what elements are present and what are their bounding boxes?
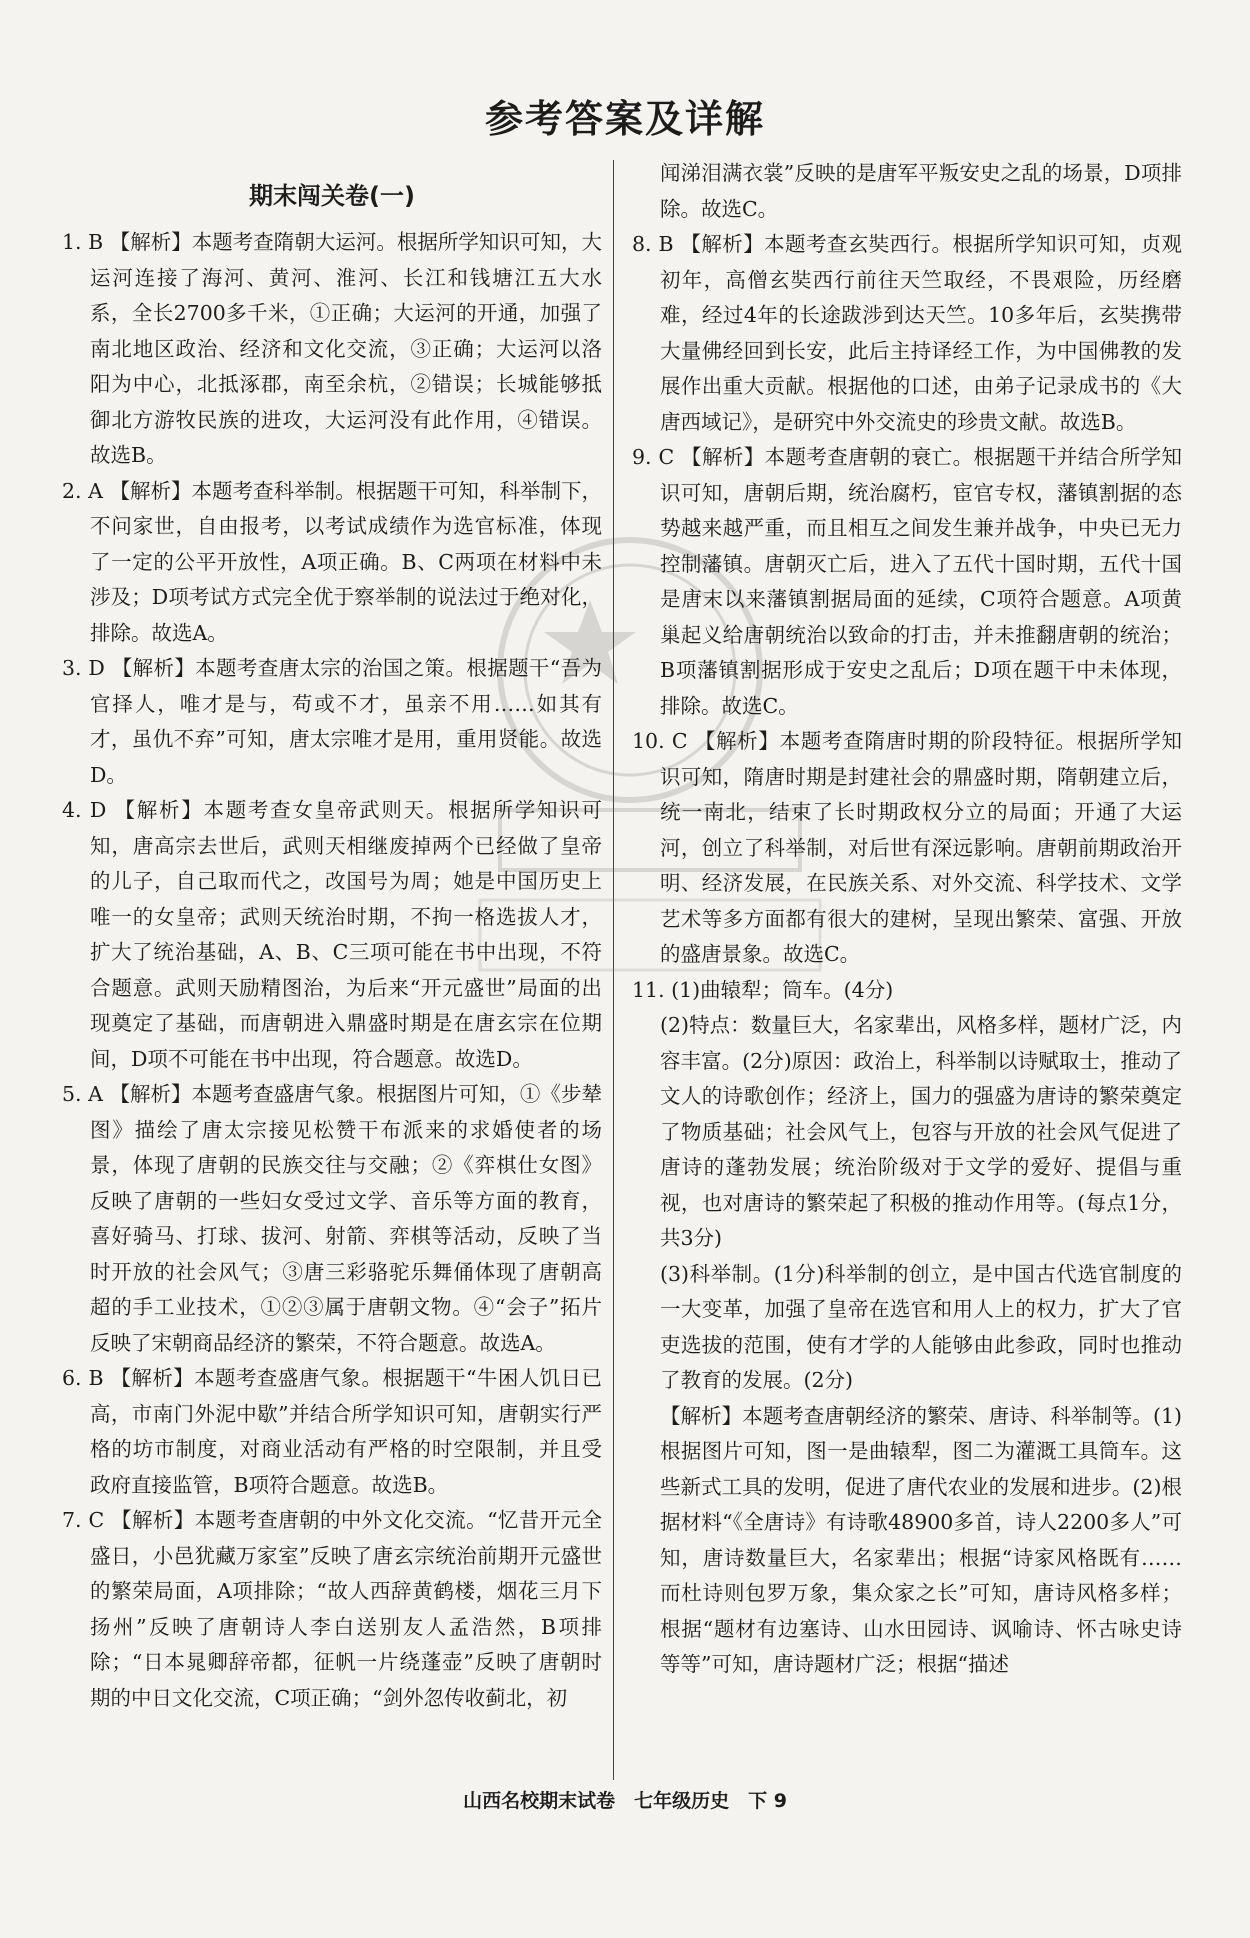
answer-item-7-continued: 闻涕泪满衣裳”反映的是唐军平叛安史之乱的场景，D项排除。故选C。 xyxy=(660,161,1182,221)
answer-item-3: 3. D 【解析】本题考查唐太宗的治国之策。根据题干“吾为官择人，唯才是与，苟或不才，虽亲不用……如其有才，虽仇不弃”可知，唐太宗唯才是用，重用贤能。故选D。 xyxy=(62,656,602,787)
answer-item-11-analysis: 【解析】本题考查唐朝经济的繁荣、唐诗、科举制等。(1)根据图片可知，图一是曲辕犁，图二为灌溉工具筒车。这些新式工具的发明，促进了唐代农业的发展和进步。(2)根据材料“《全唐诗》有诗歌48900多首，诗人2200多人”可知，唐诗数量巨大，名家辈出；根据“诗家风格既有……而杜诗则包罗万象，集众家之长”可知，唐诗风格多样；根据“题材有边塞诗、山水田园诗、讽喻诗、怀古咏史诗等等”可知，唐诗题材广泛；根据“描述 xyxy=(660,1403,1182,1676)
answer-item-10: 10. C 【解析】本题考查隋唐时期的阶段特征。根据所学知识可知，隋唐时期是封建社会的鼎盛时期，隋朝建立后，统一南北，结束了长时期政权分立的局面；开通了大运河，创立了科举制，对后世有深远影响。唐朝前期政治开明、经济发展，在民族关系、对外交流、科学技术、文学艺术等多方面都有很大的建树，呈现出繁荣、富强、开放的盛唐景象。故选C。 xyxy=(632,729,1182,966)
page-title: 参考答案及详解 xyxy=(484,97,765,141)
left-column xyxy=(62,176,602,1716)
answer-item-11: 11. (1)曲辕犁；筒车。(4分) xyxy=(632,977,894,1002)
page-footer: 山西名校期末试卷 七年级历史 下 9 xyxy=(463,1790,787,1812)
answer-item-6: 6. B 【解析】本题考查盛唐气象。根据题干“牛困人饥日已高，市南门外泥中歇”并结合所学知识可知，唐朝实行严格的坊市制度，对商业活动有严格的时空限制，并且受政府直接监管，B项符合题意。故选B。 xyxy=(62,1366,602,1497)
right-column xyxy=(632,156,1182,1683)
answer-item-7: 7. C 【解析】本题考查唐朝的中外文化交流。“忆昔开元全盛日，小邑犹藏万家室”反映了唐玄宗统治前期开元盛世的繁荣局面，A项排除；“故人西辞黄鹤楼，烟花三月下扬州”反映了唐朝诗人李白送别友人孟浩然，B项排除；“日本晁卿辞帝都，征帆一片绕蓬壶”反映了唐朝时期的中日文化交流，C项正确；“剑外忽传收蓟北，初 xyxy=(62,1508,602,1710)
answer-item-9: 9. C 【解析】本题考查唐朝的衰亡。根据题干并结合所学知识可知，唐朝后期，统治腐朽，宦官专权，藩镇割据的态势越来越严重，而且相互之间发生兼并战争，中央已无力控制藩镇。唐朝灭亡后，进入了五代十国时期，五代十国是唐末以来藩镇割据局面的延续，C项符合题意。A项黄巢起义给唐朝统治以致命的打击，并未推翻唐朝的统治；B项藩镇割据形成于安史之乱后；D项在题干中未体现，排除。故选C。 xyxy=(632,445,1182,718)
answer-item-8: 8. B 【解析】本题考查玄奘西行。根据所学知识可知，贞观初年，高僧玄奘西行前往天竺取经，不畏艰险，历经磨难，经过4年的长途跋涉到达天竺。10多年后，玄奘携带大量佛经回到长安，此后主持译经工作，为中国佛教的发展作出重大贡献。根据他的口述，由弟子记录成书的《大唐西域记》，是研究中外交流史的珍贵文献。故选B。 xyxy=(632,232,1182,434)
answer-item-11-part-2: (2)特点：数量巨大，名家辈出，风格多样，题材广泛，内容丰富。(2分)原因：政治上，科举制以诗赋取士，推动了文人的诗歌创作；经济上，国力的强盛为唐诗的繁荣奠定了物质基础；社会风气上，包容与开放的社会风气促进了唐诗的蓬勃发展；统治阶级对于文学的爱好、提倡与重视，也对唐诗的繁荣起了积极的推动作用等。(每点1分，共3分) xyxy=(660,1013,1182,1250)
answer-item-2: 2. A 【解析】本题考查科举制。根据题干可知，科举制下，不问家世，自由报考，以考试成绩作为选官标准，体现了一定的公平开放性，A项正确。B、C两项在材料中未涉及；D项考试方式完全优于察举制的说法过于绝对化，排除。故选A。 xyxy=(62,478,602,645)
answer-item-11-part-3: (3)科举制。(1分)科举制的创立，是中国古代选官制度的一大变革，加强了皇帝在选官和用人上的权力，扩大了官吏选拔的范围，使有才学的人能够由此参政，同时也推动了教育的发展。(2分) xyxy=(660,1261,1182,1392)
section-title: 期末闯关卷(一) xyxy=(249,182,415,210)
answer-item-5: 5. A 【解析】本题考查盛唐气象。根据图片可知，①《步辇图》描绘了唐太宗接见松赞干布派来的求婚使者的场景，体现了唐朝的民族交往与交融；②《弈棋仕女图》反映了唐朝的一些妇女受过文学、音乐等方面的教育，喜好骑马、打球、拔河、射箭、弈棋等活动，反映了当时开放的社会风气；③唐三彩骆驼乐舞俑体现了唐朝高超的手工业技术，①②③属于唐朝文物。④“会子”拓片反映了宋朝商品经济的繁荣，不符合题意。故选A。 xyxy=(62,1082,602,1355)
column-divider xyxy=(613,160,614,1780)
answer-item-4: 4. D 【解析】本题考查女皇帝武则天。根据所学知识可知，唐高宗去世后，武则天相继废掉两个已经做了皇帝的儿子，自己取而代之，改国号为周；她是中国历史上唯一的女皇帝；武则天统治时期，不拘一格选拔人才，扩大了统治基础，A、B、C三项可能在书中出现，不符合题意。武则天励精图治，为后来“开元盛世”局面的出现奠定了基础，而唐朝进入鼎盛时期是在唐玄宗在位期间，D项不可能在书中出现，符合题意。故选D。 xyxy=(62,798,602,1071)
answer-item-1: 1. B 【解析】本题考查隋朝大运河。根据所学知识可知，大运河连接了海河、黄河、淮河、长江和钱塘江五大水系，全长2700多千米，①正确；大运河的开通，加强了南北地区政治、经济和文化交流，③正确；大运河以洛阳为中心，北抵涿郡，南至余杭，②错误；长城能够抵御北方游牧民族的进攻，大运河没有此作用，④错误。故选B。 xyxy=(62,230,602,467)
